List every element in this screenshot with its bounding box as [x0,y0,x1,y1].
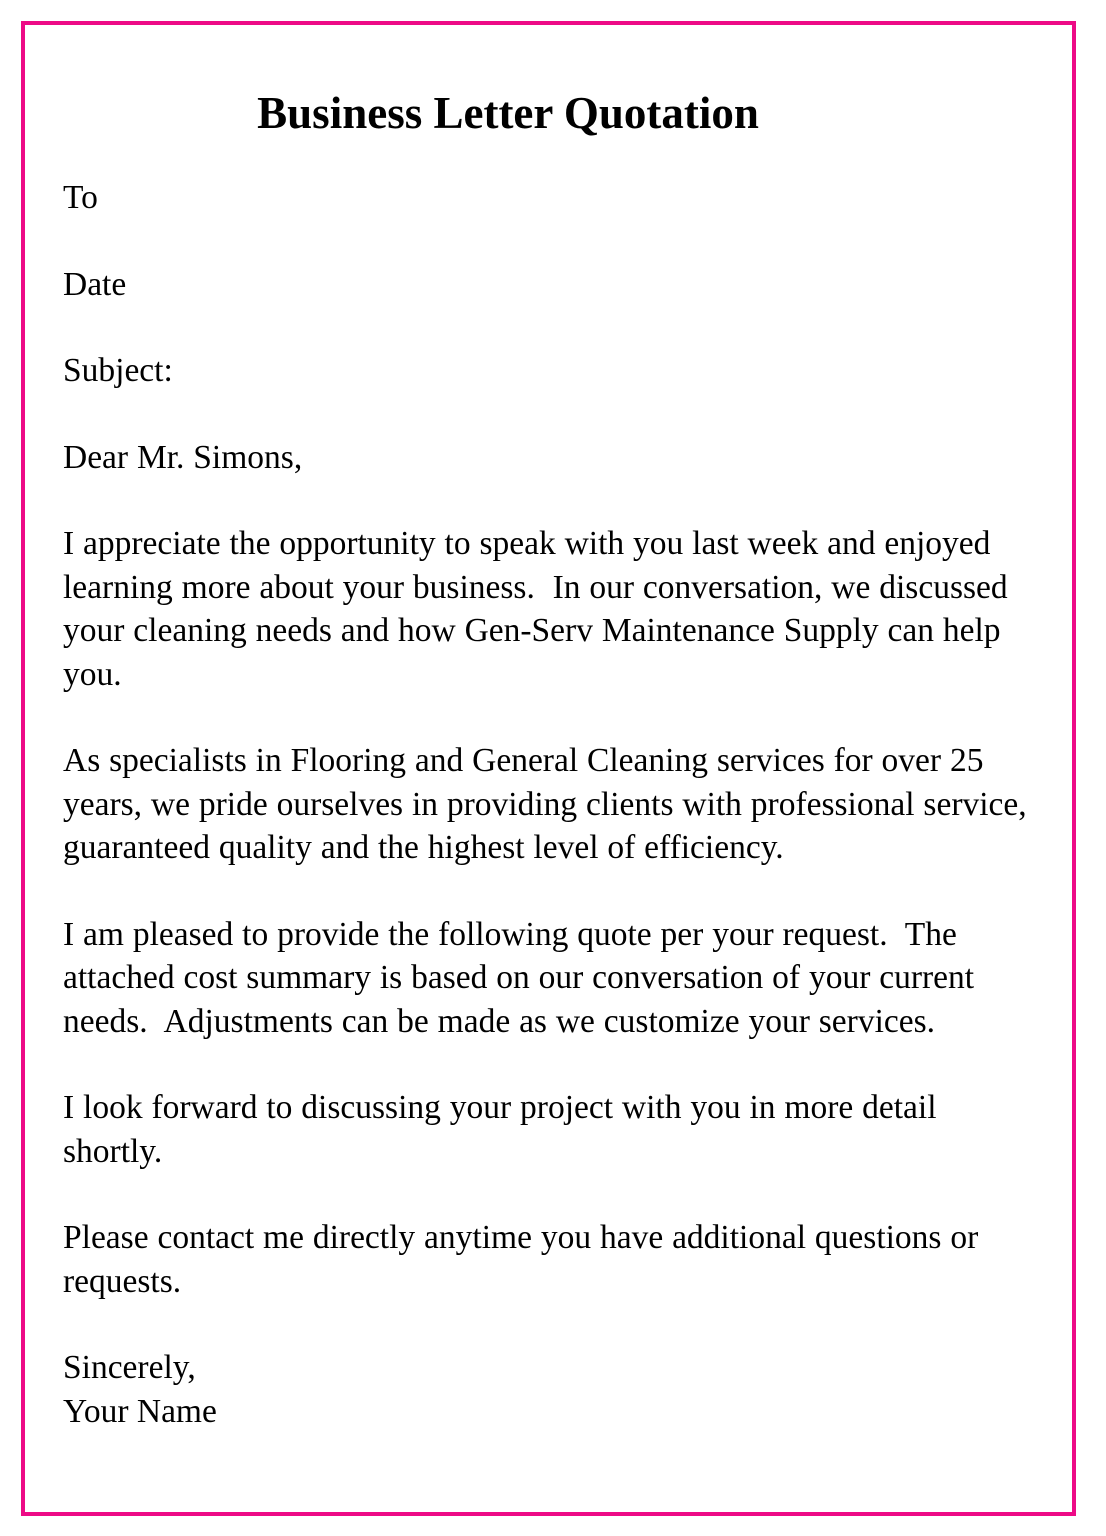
closing-block [63,1346,1041,1433]
letter-body [63,176,1041,1433]
letter-content [63,25,1041,1433]
valediction: Sincerely, [63,1349,196,1386]
field-subject: Subject: [63,352,173,389]
body-paragraph-1: I appreciate the opportunity to speak with you last week and enjoyed learning more about your business. In our conversation, we discussed your cleaning needs and how Gen-Serv Maintenance Supply can help you. [63,525,1017,693]
field-to: To [63,179,98,216]
signature-name: Your Name [63,1392,217,1430]
body-paragraph-5: Please contact me directly anytime you have additional questions or requests. [63,1219,988,1300]
page-title: Business Letter Quotation [257,88,759,138]
salutation: Dear Mr. Simons, [63,438,303,476]
body-paragraph-4: I look forward to discussing your project with you in more detail shortly. [63,1089,946,1170]
body-paragraph-3: I am pleased to provide the following quote per your request. The attached cost summary is based on our conversation of your current needs. Adjustments can be made as we customize your services. [63,915,983,1040]
body-paragraph-2: As specialists in Flooring and General Cleaning services for over 25 years, we pride ourselves in providing clients with professional service, guaranteed quality and the highest level of efficiency. [63,742,1036,866]
field-date: Date [63,265,127,303]
